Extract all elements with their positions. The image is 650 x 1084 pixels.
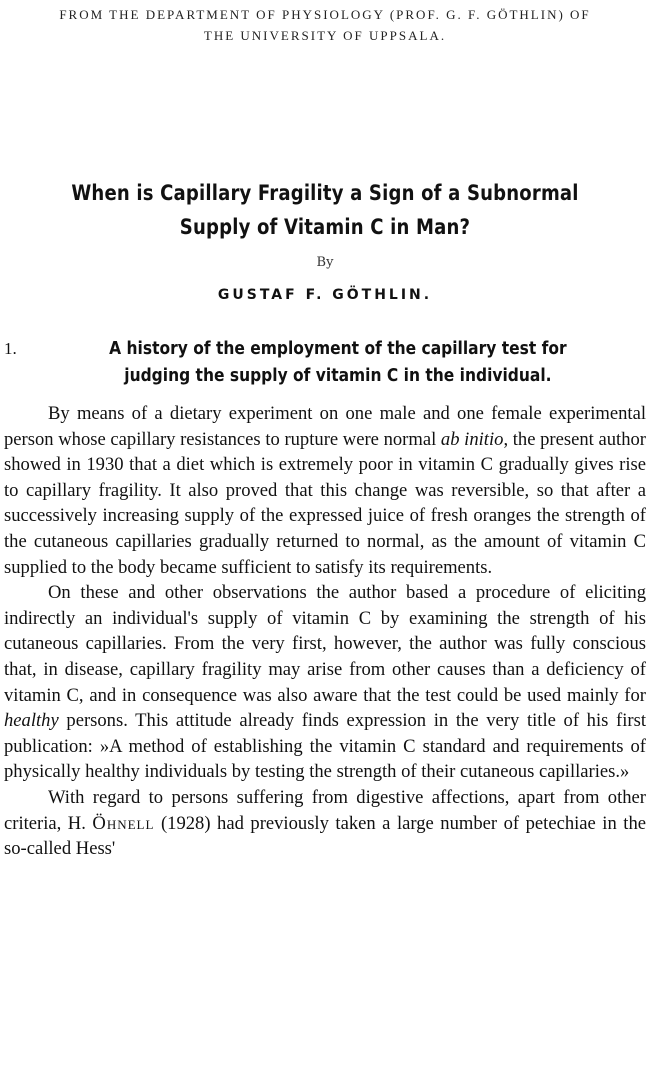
by-label: By (316, 255, 334, 270)
paragraph-2-text-a: On these and other observations the author based a procedure of eliciting indirectly an individual's supply of vitamin C by examining the strength of his cutaneous capillaries. From the very first, however, the author was fully conscious that, in disease, capillary fragility may arise from other causes than a deficiency of vitamin C, and in consequence was also aware that the test could be used mainly for (4, 582, 646, 706)
document-page (0, 4, 650, 1084)
paragraph-2-text-b: persons. This attitude already finds expression in the very title of his first publication: »A method of establishing the vitamin C standard and requirements of physically healthy individuals by testing the strength of their cutaneous capillaries.» (4, 710, 646, 783)
paragraph-1-italic: ab initio (440, 428, 504, 450)
paragraph-3-text-a: With regard to persons suffering from digestive affections, apart from other criteria, H. (4, 786, 646, 834)
paragraph-2 (4, 580, 646, 785)
department-header (4, 4, 646, 46)
article-title-line-2: Supply of Vitamin C in Man? (179, 215, 471, 239)
article-title-line-1: When is Capillary Fragility a Sign of a Subnormal (71, 181, 579, 205)
paragraph-3-text-b: (1928) had previously taken a large number of petechiae in the so-called Hess' (4, 812, 647, 860)
paragraph-3-author-name: Öhnell (92, 812, 155, 834)
paragraph-1-text-b: , the present author showed in 1930 that a diet which is extremely poor in vitamin C gradually gives rise to capillary fragility. It also proved that this change was reversible, so that after a successively increasing supply of the expressed juice of fresh oranges the strength of the cutaneous capillaries gradually returned to normal, as the amount of vitamin C supplied to the body became sufficient to satisfy its requirements. (4, 428, 646, 578)
paragraph-2-italic: healthy (4, 710, 59, 732)
article-body (4, 401, 646, 862)
paragraph-1 (4, 401, 646, 580)
department-line-1: FROM THE DEPARTMENT OF PHYSIOLOGY (PROF. G. F. GÖTHLIN) OF (59, 7, 591, 22)
article-title (49, 176, 601, 244)
author-name: GUSTAF F. GÖTHLIN. (217, 287, 433, 303)
paragraph-3 (4, 785, 646, 862)
section-title: A history of the employment of the capillary test for judging the supply of vitamin C in the individual. (109, 338, 567, 386)
paragraph-1-text-a: By means of a dietary experiment on one male and one female experimental person whose capillary resistances to rupture were normal (4, 403, 646, 450)
section-number: 1. (4, 339, 17, 358)
department-line-2: THE UNIVERSITY OF UPPSALA. (203, 28, 447, 43)
section-heading (4, 335, 646, 389)
